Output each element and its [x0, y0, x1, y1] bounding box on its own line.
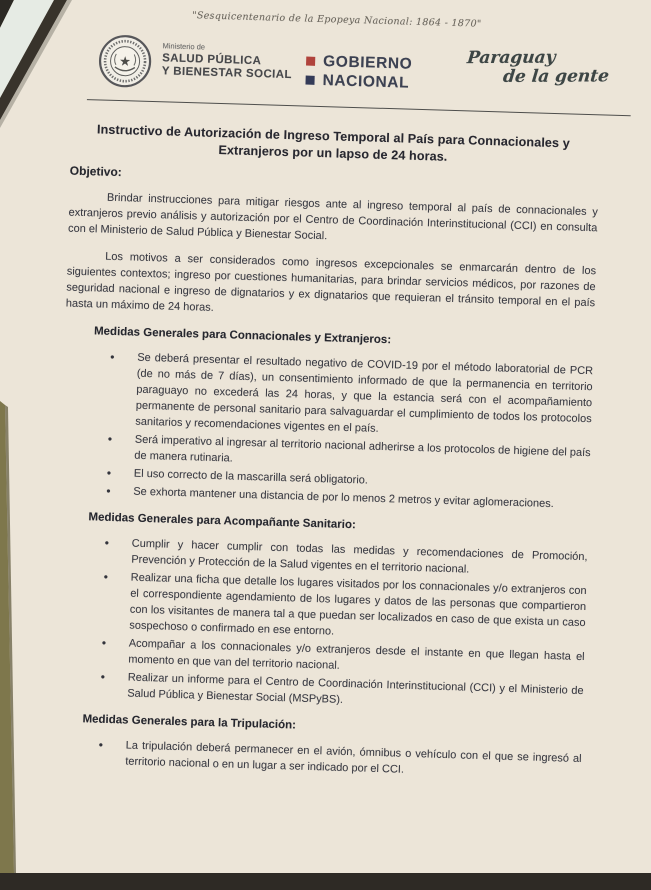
list-item: • Será imperativo al ingresar al territorio nacional adherirse a los protocolos de higiene del país de manera rutinaria. — [61, 429, 591, 477]
red-square-icon — [306, 57, 315, 66]
bullet-list-tripulacion — [52, 735, 582, 783]
navy-square-icon — [305, 76, 314, 85]
svg-text:★: ★ — [118, 54, 132, 70]
gobierno-nacional-logo — [305, 52, 412, 93]
nacional-row — [305, 71, 412, 93]
document-title: Instructivo de Autorización de Ingreso Temporal al País para Connacionales y Extranjeros por un lapso de 24 horas. — [96, 122, 571, 164]
letterhead — [97, 33, 651, 112]
list-item: • Realizar una ficha que detalle los lugares visitados por los connacionales y/o extranjeros con el correspondiente agendamiento de los lugares y datos de las personas que compartieron con los visitantes de manera tal a que puedan ser localizados en caso de que exista un caso sospechoso o confirmado en ese entorno. — [56, 567, 587, 647]
republica-del-paraguay-seal-icon — [97, 33, 153, 89]
ministry-logo-text — [162, 41, 293, 82]
heading-medidas-tripulacion: Medidas Generales para la Tripulación: — [82, 713, 297, 732]
document-body — [52, 164, 599, 783]
heading-objetivo: Objetivo: — [69, 163, 123, 180]
gobierno-label: GOBIERNO — [322, 52, 413, 73]
bullet-list-acompanante — [54, 533, 588, 715]
ministry-line-2: Y BIENESTAR SOCIAL — [161, 65, 293, 82]
list-item: • Se deberá presentar el resultado negativo de COVID-19 por el método laboratorial de PCR (de no más de 7 días), un consentimiento informado de que la permanencia en territorio paraguayo no excederá las 24 horas, y que la estancia será con el acompañamiento permanente de personal sanitario para salvaguardar el cumplimiento de todos los protocolos sanitarios y recomendaciones vigentes en el país. — [62, 348, 593, 444]
list-item: • La tripulación deberá permanecer en el avión, ómnibus o vehículo con el que se ingresó al territorio nacional o en un lugar a ser indicado por el CCI. — [52, 735, 582, 783]
list-item: • Se exhorta mantener una distancia de por lo menos 2 metros y evitar aglomeraciones. — [60, 481, 589, 513]
list-item: • Acompañar a los connacionales y/o extranjeros desde el instante en que llegan hasta el momento en que van del territorio nacional. — [55, 633, 585, 681]
paragraph-objetivo-1: Brindar instrucciones para mitigar riesgos ante al ingreso temporal al país de connacionales y extranjeros previo análisis y autorización por el Centro de Coordinación Interinstitucional (CCI) en consulta con el Ministerio de Salud Pública y Bienestar Social. — [67, 191, 598, 243]
motto-text: "Sesquicentenario de la Epopeya Nacional: 1864 - 1870" — [192, 10, 482, 30]
paraguay-de-la-gente-script — [464, 48, 628, 87]
heading-medidas-acompanante: Medidas Generales para Acompañante Sanitario: — [88, 511, 356, 532]
ministry-line-1: SALUD PÚBLICA — [161, 52, 262, 68]
bullet-list-connacionales — [60, 348, 593, 514]
nacional-label: NACIONAL — [322, 71, 410, 92]
slogan-line-2: de la gente — [502, 66, 610, 87]
list-item: • El uso correcto de la mascarilla será obligatorio. — [61, 463, 590, 495]
paragraph-objetivo-2: Los motivos a ser considerados como ingresos excepcionales se enmarcarán dentro de los siguientes contextos; ingreso por cuestiones humanitarias, para brindar servicios médicos, por razones de seguridad nacional e ingreso de dignatarios y ex dignatarios que requieran el tránsito temporal en el país hasta un máximo de 24 horas. — [65, 250, 597, 314]
gobierno-row — [306, 52, 413, 74]
heading-medidas-connacionales: Medidas Generales para Connacionales y Extranjeros: — [93, 325, 392, 347]
list-item: • Realizar un informe para el Centro de Coordinación Interinstitucional (CCI) y el Ministerio de Salud Pública y Bienestar Social (MSPyBS). — [54, 667, 584, 715]
ministry-line-small: Ministerio de — [162, 41, 206, 52]
slogan-line-1: Paraguay — [466, 47, 557, 69]
list-item: • Cumplir y hacer cumplir con todas las medidas y recomendaciones de Promoción, Prevención y Protección de la Salud vigentes en el territorio nacional. — [58, 533, 588, 581]
